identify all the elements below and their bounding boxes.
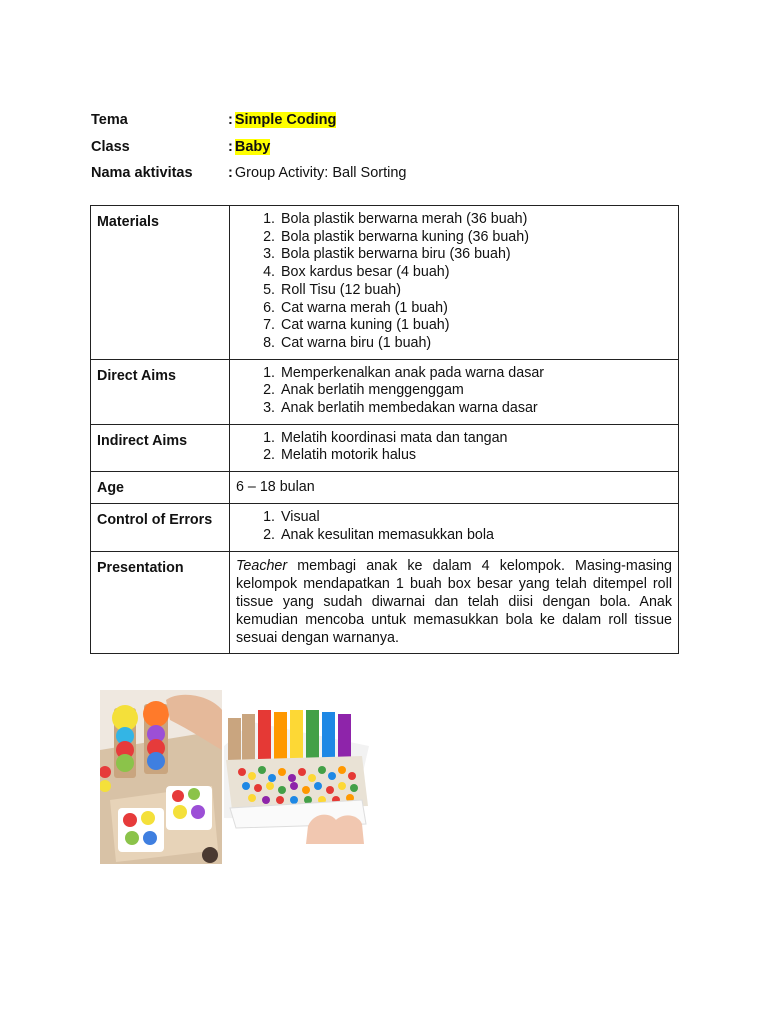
row-materials — [91, 206, 679, 360]
list-text: Box kardus besar (4 buah) — [281, 264, 450, 281]
header-row-tema — [91, 107, 407, 134]
list-number: 4. — [263, 264, 275, 281]
list-text: Bola plastik berwarna kuning (36 buah) — [281, 228, 529, 245]
header-block — [91, 107, 407, 187]
row-indirect-aims — [91, 424, 679, 471]
list-number: 1. — [263, 364, 275, 381]
list-number: 1. — [263, 509, 275, 526]
list-text: Memperkenalkan anak pada warna dasar — [281, 364, 545, 381]
header-value: Group Activity: Ball Sorting — [234, 165, 407, 182]
list-number: 5. — [263, 281, 275, 298]
row-label: Direct Aims — [91, 359, 230, 424]
list-item — [236, 382, 672, 400]
header-label: Class — [91, 138, 130, 155]
list-text: Bola plastik berwarna biru (36 buah) — [281, 246, 511, 263]
list-item — [236, 211, 672, 229]
list-item — [236, 335, 672, 353]
list-text: Bola plastik berwarna merah (36 buah) — [281, 211, 528, 227]
list-number: 2. — [263, 382, 275, 399]
list-text: Melatih koordinasi mata dan tangan — [281, 429, 508, 446]
photo-color-sorting-board — [100, 690, 222, 864]
row-label: Presentation — [91, 551, 230, 653]
list-text: Anak kesulitan memasukkan bola — [281, 526, 494, 543]
list-number: 2. — [263, 447, 275, 464]
activity-photos — [100, 690, 370, 865]
list-item — [236, 246, 672, 264]
indirect-aims-list — [236, 430, 672, 465]
control-of-errors-list — [236, 509, 672, 544]
header-colon: : — [228, 165, 233, 182]
list-text: Cat warna kuning (1 buah) — [281, 317, 450, 334]
row-label: Control of Errors — [91, 504, 230, 551]
list-text: Visual — [281, 509, 320, 526]
row-label: Age — [91, 472, 230, 504]
list-item — [236, 229, 672, 247]
list-text: Cat warna biru (1 buah) — [281, 334, 432, 351]
row-content — [230, 206, 679, 360]
presentation-body: membagi anak ke dalam 4 kelompok. Masing-masing kelompok mendapatkan 1 buah box besar yang telah ditempel roll tissue yang sudah diwarnai dan telah diisi dengan bola. Anak kemudian mencoba untuk memasukkan bola ke dalam roll tissue sesuai dengan warnanya. — [236, 557, 672, 646]
list-item — [236, 400, 672, 418]
row-presentation — [91, 551, 679, 653]
list-item — [236, 527, 672, 545]
list-text: Anak berlatih membedakan warna dasar — [281, 400, 538, 417]
list-number: 3. — [263, 400, 275, 417]
presentation-text — [230, 551, 679, 653]
row-label: Materials — [91, 206, 230, 360]
list-number: 1. — [263, 211, 275, 227]
header-value: Simple Coding — [234, 112, 337, 129]
list-text: Anak berlatih menggenggam — [281, 382, 464, 399]
direct-aims-list — [236, 365, 672, 418]
list-text: Cat warna merah (1 buah) — [281, 299, 448, 316]
list-text: Roll Tisu (12 buah) — [281, 281, 401, 298]
header-value: Baby — [234, 138, 271, 155]
list-number: 2. — [263, 228, 275, 245]
header-label: Nama aktivitas — [91, 165, 193, 182]
lesson-table — [90, 205, 679, 654]
list-number: 1. — [263, 429, 275, 446]
header-label: Tema — [91, 112, 128, 129]
list-item — [236, 264, 672, 282]
age-value: 6 – 18 bulan — [230, 472, 679, 504]
presentation-lead: Teacher — [236, 557, 288, 574]
list-item — [236, 447, 672, 465]
list-text: Melatih motorik halus — [281, 447, 417, 464]
list-number: 2. — [263, 526, 275, 543]
header-row-aktivitas — [91, 160, 407, 187]
row-control-of-errors — [91, 504, 679, 551]
header-row-class — [91, 134, 407, 161]
list-number: 7. — [263, 317, 275, 334]
materials-list — [236, 211, 672, 353]
list-number: 3. — [263, 246, 275, 263]
photo-tissue-roll-box — [222, 700, 369, 844]
header-colon: : — [228, 112, 233, 129]
row-content — [230, 504, 679, 551]
list-item — [236, 282, 672, 300]
list-number: 8. — [263, 334, 275, 351]
row-content — [230, 359, 679, 424]
list-item — [236, 300, 672, 318]
list-number: 6. — [263, 299, 275, 316]
row-age — [91, 472, 679, 504]
list-item — [236, 317, 672, 335]
list-item — [236, 509, 672, 527]
header-colon: : — [228, 138, 233, 155]
row-label: Indirect Aims — [91, 424, 230, 471]
list-item — [236, 365, 672, 383]
row-direct-aims — [91, 359, 679, 424]
list-item — [236, 430, 672, 448]
row-content — [230, 424, 679, 471]
